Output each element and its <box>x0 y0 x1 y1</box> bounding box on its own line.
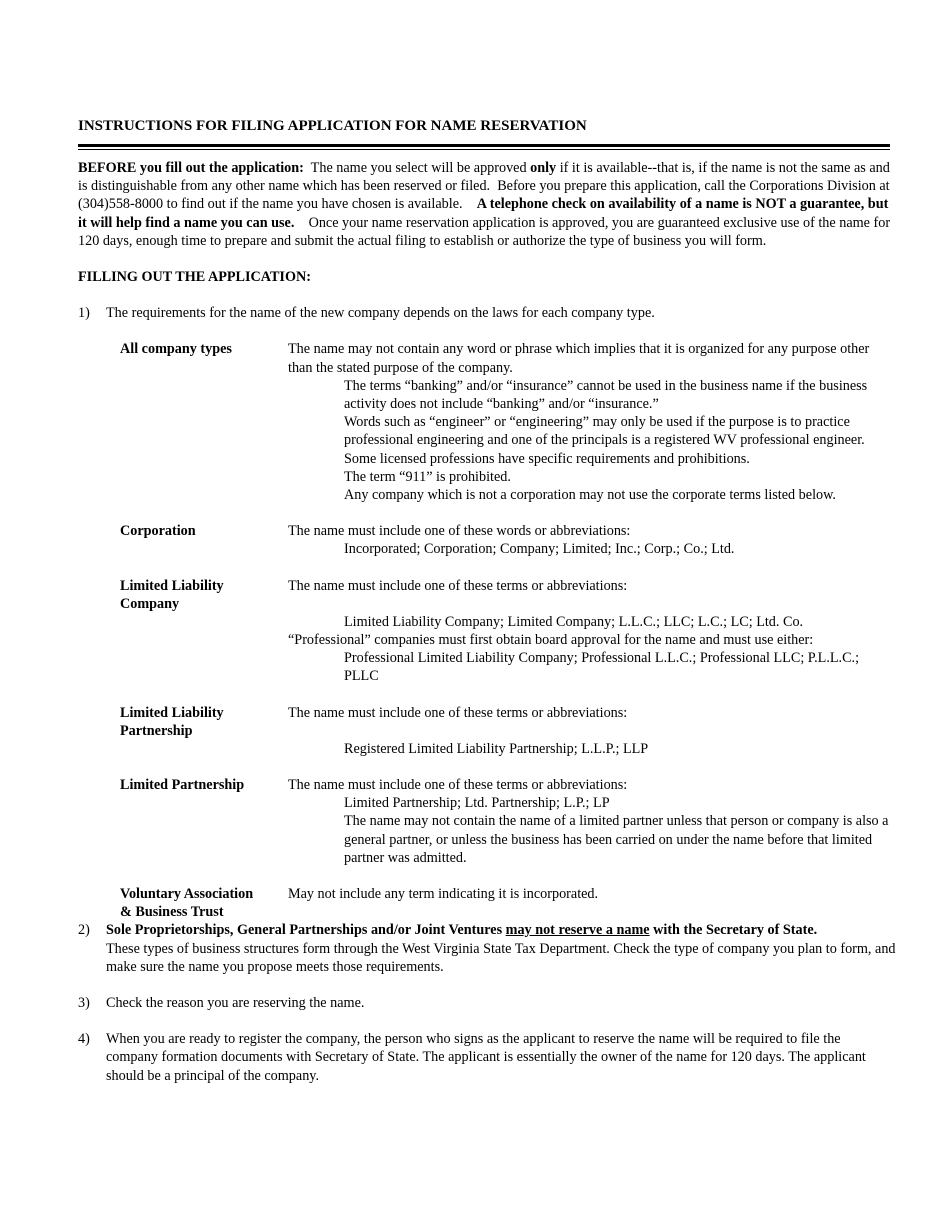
type-llc-label <box>120 577 280 613</box>
type-llp-label-2: Partnership <box>120 722 193 739</box>
item-2-bold-underlined: may not reserve a name <box>505 922 650 939</box>
type-all-line: The name may not contain any word or phrase which implies that it is organized for any purpose other than the stated purpose of the company. <box>288 341 870 376</box>
type-llp-label-1: Limited Liability <box>120 704 224 721</box>
type-all-sub-5: Any company which is not a corporation may not use the corporate terms listed below. <box>344 487 836 504</box>
type-va-label-2: & Business Trust <box>120 904 224 921</box>
page-title: INSTRUCTIONS FOR FILING APPLICATION FOR NAME RESERVATION <box>78 118 587 134</box>
type-va-label <box>120 885 280 921</box>
item-2 <box>78 921 896 976</box>
item-1 <box>78 304 896 322</box>
item-2-text: These types of business structures form through the West Virginia State Tax Department. Check the type of company you plan to form, and make sure the name you propose meets those requirements. <box>106 940 896 975</box>
type-llp-line: The name must include one of these terms or abbreviations: <box>288 704 628 721</box>
before-lead: BEFORE you fill out the application: <box>78 160 304 176</box>
item-4-text: When you are ready to register the company, the person who signs as the applicant to reserve the name will be required to file the company formation documents with Secretary of State. The applicant is essentially the owner of the name for 120 days. The applicant should be a principal of the company. <box>106 1031 866 1084</box>
type-llc-sub-2: Professional Limited Liability Company; Professional L.L.C.; Professional LLC; P.L.L.C.; PLLC <box>344 650 860 685</box>
item-1-number: 1) <box>78 305 90 322</box>
before-only: only <box>530 160 557 176</box>
title-double-rule <box>78 144 890 150</box>
type-all-label: All company types <box>120 341 232 358</box>
type-all-company <box>120 340 896 504</box>
type-llc-label-2: Company <box>120 595 180 612</box>
item-4-number: 4) <box>78 1031 90 1048</box>
item-2-body <box>106 921 896 976</box>
type-va-line: May not include any term indicating it is incorporated. <box>288 886 599 903</box>
type-lp-sub-2: The name may not contain the name of a limited partner unless that person or company is also a general partner, or unless the business has been carried on under the name before that limited partner was admitted. <box>344 813 889 866</box>
before-text-1: The name you select will be approved <box>303 160 531 176</box>
item-1-text: The requirements for the name of the new company depends on the laws for each company type. <box>106 305 655 322</box>
before-paragraph <box>78 159 894 250</box>
type-lp-sub-1: Limited Partnership; Ltd. Partnership; L.P.; LP <box>344 795 610 812</box>
type-lp-line: The name must include one of these terms or abbreviations: <box>288 777 628 794</box>
before-bold-notice: A telephone check on availability of a name is NOT a guarantee, but it will help find a name you can use. <box>78 196 889 231</box>
item-3 <box>78 994 896 1012</box>
type-llc <box>120 577 896 686</box>
type-corporation <box>120 522 896 558</box>
item-4 <box>78 1030 896 1085</box>
item-2-bold-a: Sole Proprietorships, General Partnerships and/or Joint Ventures <box>106 922 506 939</box>
type-corp-label: Corporation <box>120 523 196 540</box>
item-3-text: Check the reason you are reserving the name. <box>106 994 365 1011</box>
type-all-sub-1: The terms “banking” and/or “insurance” cannot be used in the business name if the business activity does not include “banking” and/or “insurance.” <box>344 377 868 413</box>
type-corp-line: The name must include one of these words or abbreviations: <box>288 523 631 540</box>
type-all-sub-3: Some licensed professions have specific requirements and prohibitions. <box>344 450 750 467</box>
type-llp <box>120 704 896 758</box>
type-all-sub-4: The term “911” is prohibited. <box>344 468 511 485</box>
type-all-sub-2: Words such as “engineer” or “engineering” may only be used if the purpose is to practice professional engineering and one of the principals is a registered WV professional engineer. <box>344 414 865 449</box>
type-corp-sub-1: Incorporated; Corporation; Company; Limited; Inc.; Corp.; Co.; Ltd. <box>344 541 735 558</box>
filling-heading: FILLING OUT THE APPLICATION: <box>78 269 311 286</box>
item-2-bold-b: with the Secretary of State. <box>649 922 818 939</box>
item-3-number: 3) <box>78 994 90 1011</box>
type-va-label-1: Voluntary Association <box>120 886 254 903</box>
type-lp <box>120 776 896 867</box>
type-llc-sub-1: Limited Liability Company; Limited Company; L.L.C.; LLC; L.C.; LC; Ltd. Co. <box>344 613 804 630</box>
instructions-page <box>78 116 896 1085</box>
before-text-2: if it is available--that is, if the name is not the same as and is distinguishable from any other name which has been reserved or filed. Before you prepare this application, call the Corporations Division at (304)558-8000 to find out if the name you have chosen is available. <box>78 160 894 213</box>
company-types <box>120 340 896 921</box>
type-llc-line-2: “Professional” companies must first obtain board approval for the name and must use either: <box>288 632 814 649</box>
type-lp-label: Limited Partnership <box>120 777 245 794</box>
type-llp-label <box>120 704 280 740</box>
type-llc-label-1: Limited Liability <box>120 577 224 594</box>
item-2-number: 2) <box>78 922 90 939</box>
type-llp-sub-1: Registered Limited Liability Partnership; L.L.P.; LLP <box>344 740 649 757</box>
type-llc-line: The name must include one of these terms or abbreviations: <box>288 577 628 594</box>
type-voluntary-association <box>120 885 896 921</box>
before-text-3: Once your name reservation application is approved, you are guaranteed exclusive use of the name for 120 days, enough time to prepare and submit the actual filing to establish or authorize the type of business you will form. <box>78 214 894 249</box>
